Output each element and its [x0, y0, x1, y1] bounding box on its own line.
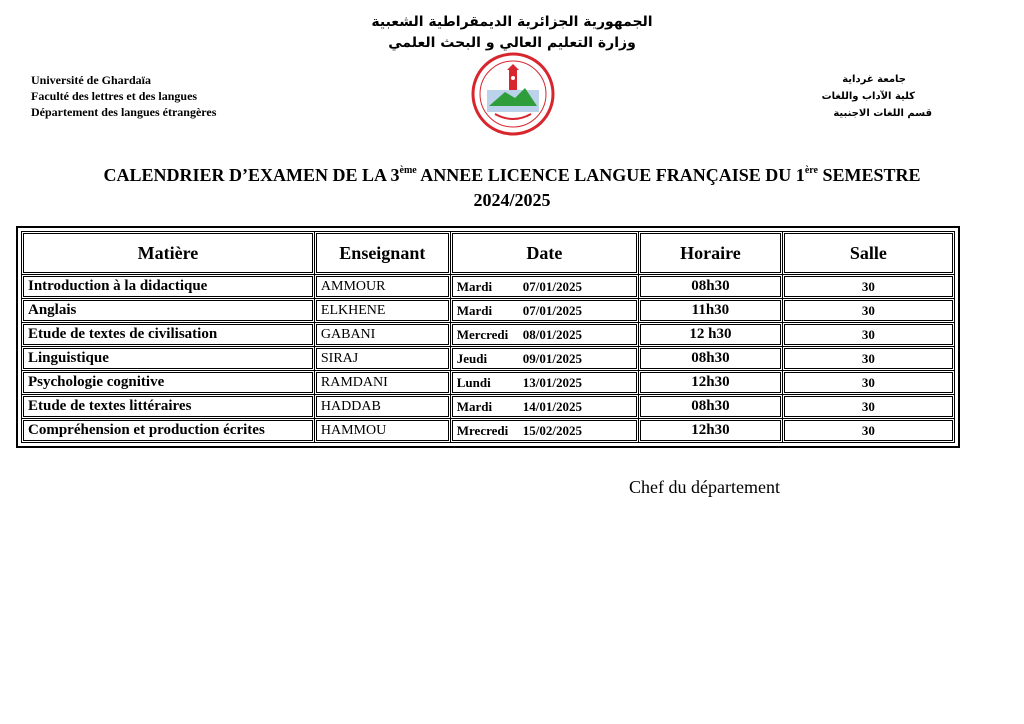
cell-time: 12h30 [640, 420, 781, 441]
university-name: Université de Ghardaïa [31, 73, 151, 87]
arabic-faculty-name: كلية الآداب واللغات [821, 91, 915, 102]
cell-date: Jeudi 09/01/2025 [452, 348, 637, 369]
exam-schedule-table [16, 226, 960, 448]
cell-teacher: HAMMOU [316, 420, 449, 441]
header-date: Date [452, 233, 637, 273]
cell-subject: Etude de textes de civilisation [23, 324, 313, 345]
cell-subject: Etude de textes littéraires [23, 396, 313, 417]
cell-time: 12 h30 [640, 324, 781, 345]
cell-time: 08h30 [640, 276, 781, 297]
french-institution-block [31, 72, 216, 120]
cell-subject: Linguistique [23, 348, 313, 369]
title-academic-year: 2024/2025 [473, 190, 551, 210]
cell-time: 08h30 [640, 396, 781, 417]
arabic-ministry-line: وزارة التعليم العالي و البحث العلمي [388, 35, 636, 51]
table-header-row [23, 233, 953, 273]
cell-teacher: AMMOUR [316, 276, 449, 297]
table-row [23, 324, 953, 345]
arabic-department-name: قسم اللغات الاجنبية [833, 108, 932, 119]
cell-subject: Introduction à la didactique [23, 276, 313, 297]
cell-subject: Compréhension et production écrites [23, 420, 313, 441]
cell-subject: Psychologie cognitive [23, 372, 313, 393]
cell-teacher: GABANI [316, 324, 449, 345]
cell-date: Lundi 13/01/2025 [452, 372, 637, 393]
header-time: Horaire [640, 233, 781, 273]
exam-calendar-title [0, 158, 1024, 213]
department-name: Département des langues étrangères [31, 105, 217, 119]
cell-teacher: ELKHENE [316, 300, 449, 321]
header-teacher: Enseignant [316, 233, 449, 273]
cell-date: Mercredi 08/01/2025 [452, 324, 637, 345]
header-room: Salle [784, 233, 953, 273]
table-row [23, 420, 953, 441]
arabic-university-name: جامعة غرداية [842, 74, 906, 85]
cell-teacher: RAMDANI [316, 372, 449, 393]
table-row [23, 396, 953, 417]
cell-time: 08h30 [640, 348, 781, 369]
cell-date: Mrecredi 15/02/2025 [452, 420, 637, 441]
cell-teacher: SIRAJ [316, 348, 449, 369]
cell-subject: Anglais [23, 300, 313, 321]
cell-teacher: HADDAB [316, 396, 449, 417]
table-row [23, 276, 953, 297]
cell-room: 30 [784, 420, 953, 441]
cell-room: 30 [784, 276, 953, 297]
table-row [23, 300, 953, 321]
cell-room: 30 [784, 300, 953, 321]
cell-room: 30 [784, 396, 953, 417]
cell-date: Mardi 14/01/2025 [452, 396, 637, 417]
cell-time: 12h30 [640, 372, 781, 393]
cell-room: 30 [784, 348, 953, 369]
faculty-name: Faculté des lettres et des langues [31, 89, 198, 103]
table-row [23, 372, 953, 393]
arabic-republic-line: الجمهورية الجزائرية الديمقراطية الشعبية [371, 14, 653, 30]
department-head-signature: Chef du département [629, 477, 780, 497]
header-subject: Matière [23, 233, 313, 273]
university-logo [471, 52, 555, 136]
cell-date: Mardi 07/01/2025 [452, 276, 637, 297]
cell-time: 11h30 [640, 300, 781, 321]
title-line-1: CALENDRIER D’EXAMEN DE LA 3ème ANNEE LICENCE LANGUE FRANÇAISE DU 1ère SEMESTRE [103, 165, 921, 185]
table-row [23, 348, 953, 369]
arabic-institution-block [822, 71, 932, 122]
cell-date: Mardi 07/01/2025 [452, 300, 637, 321]
cell-room: 30 [784, 324, 953, 345]
cell-room: 30 [784, 372, 953, 393]
